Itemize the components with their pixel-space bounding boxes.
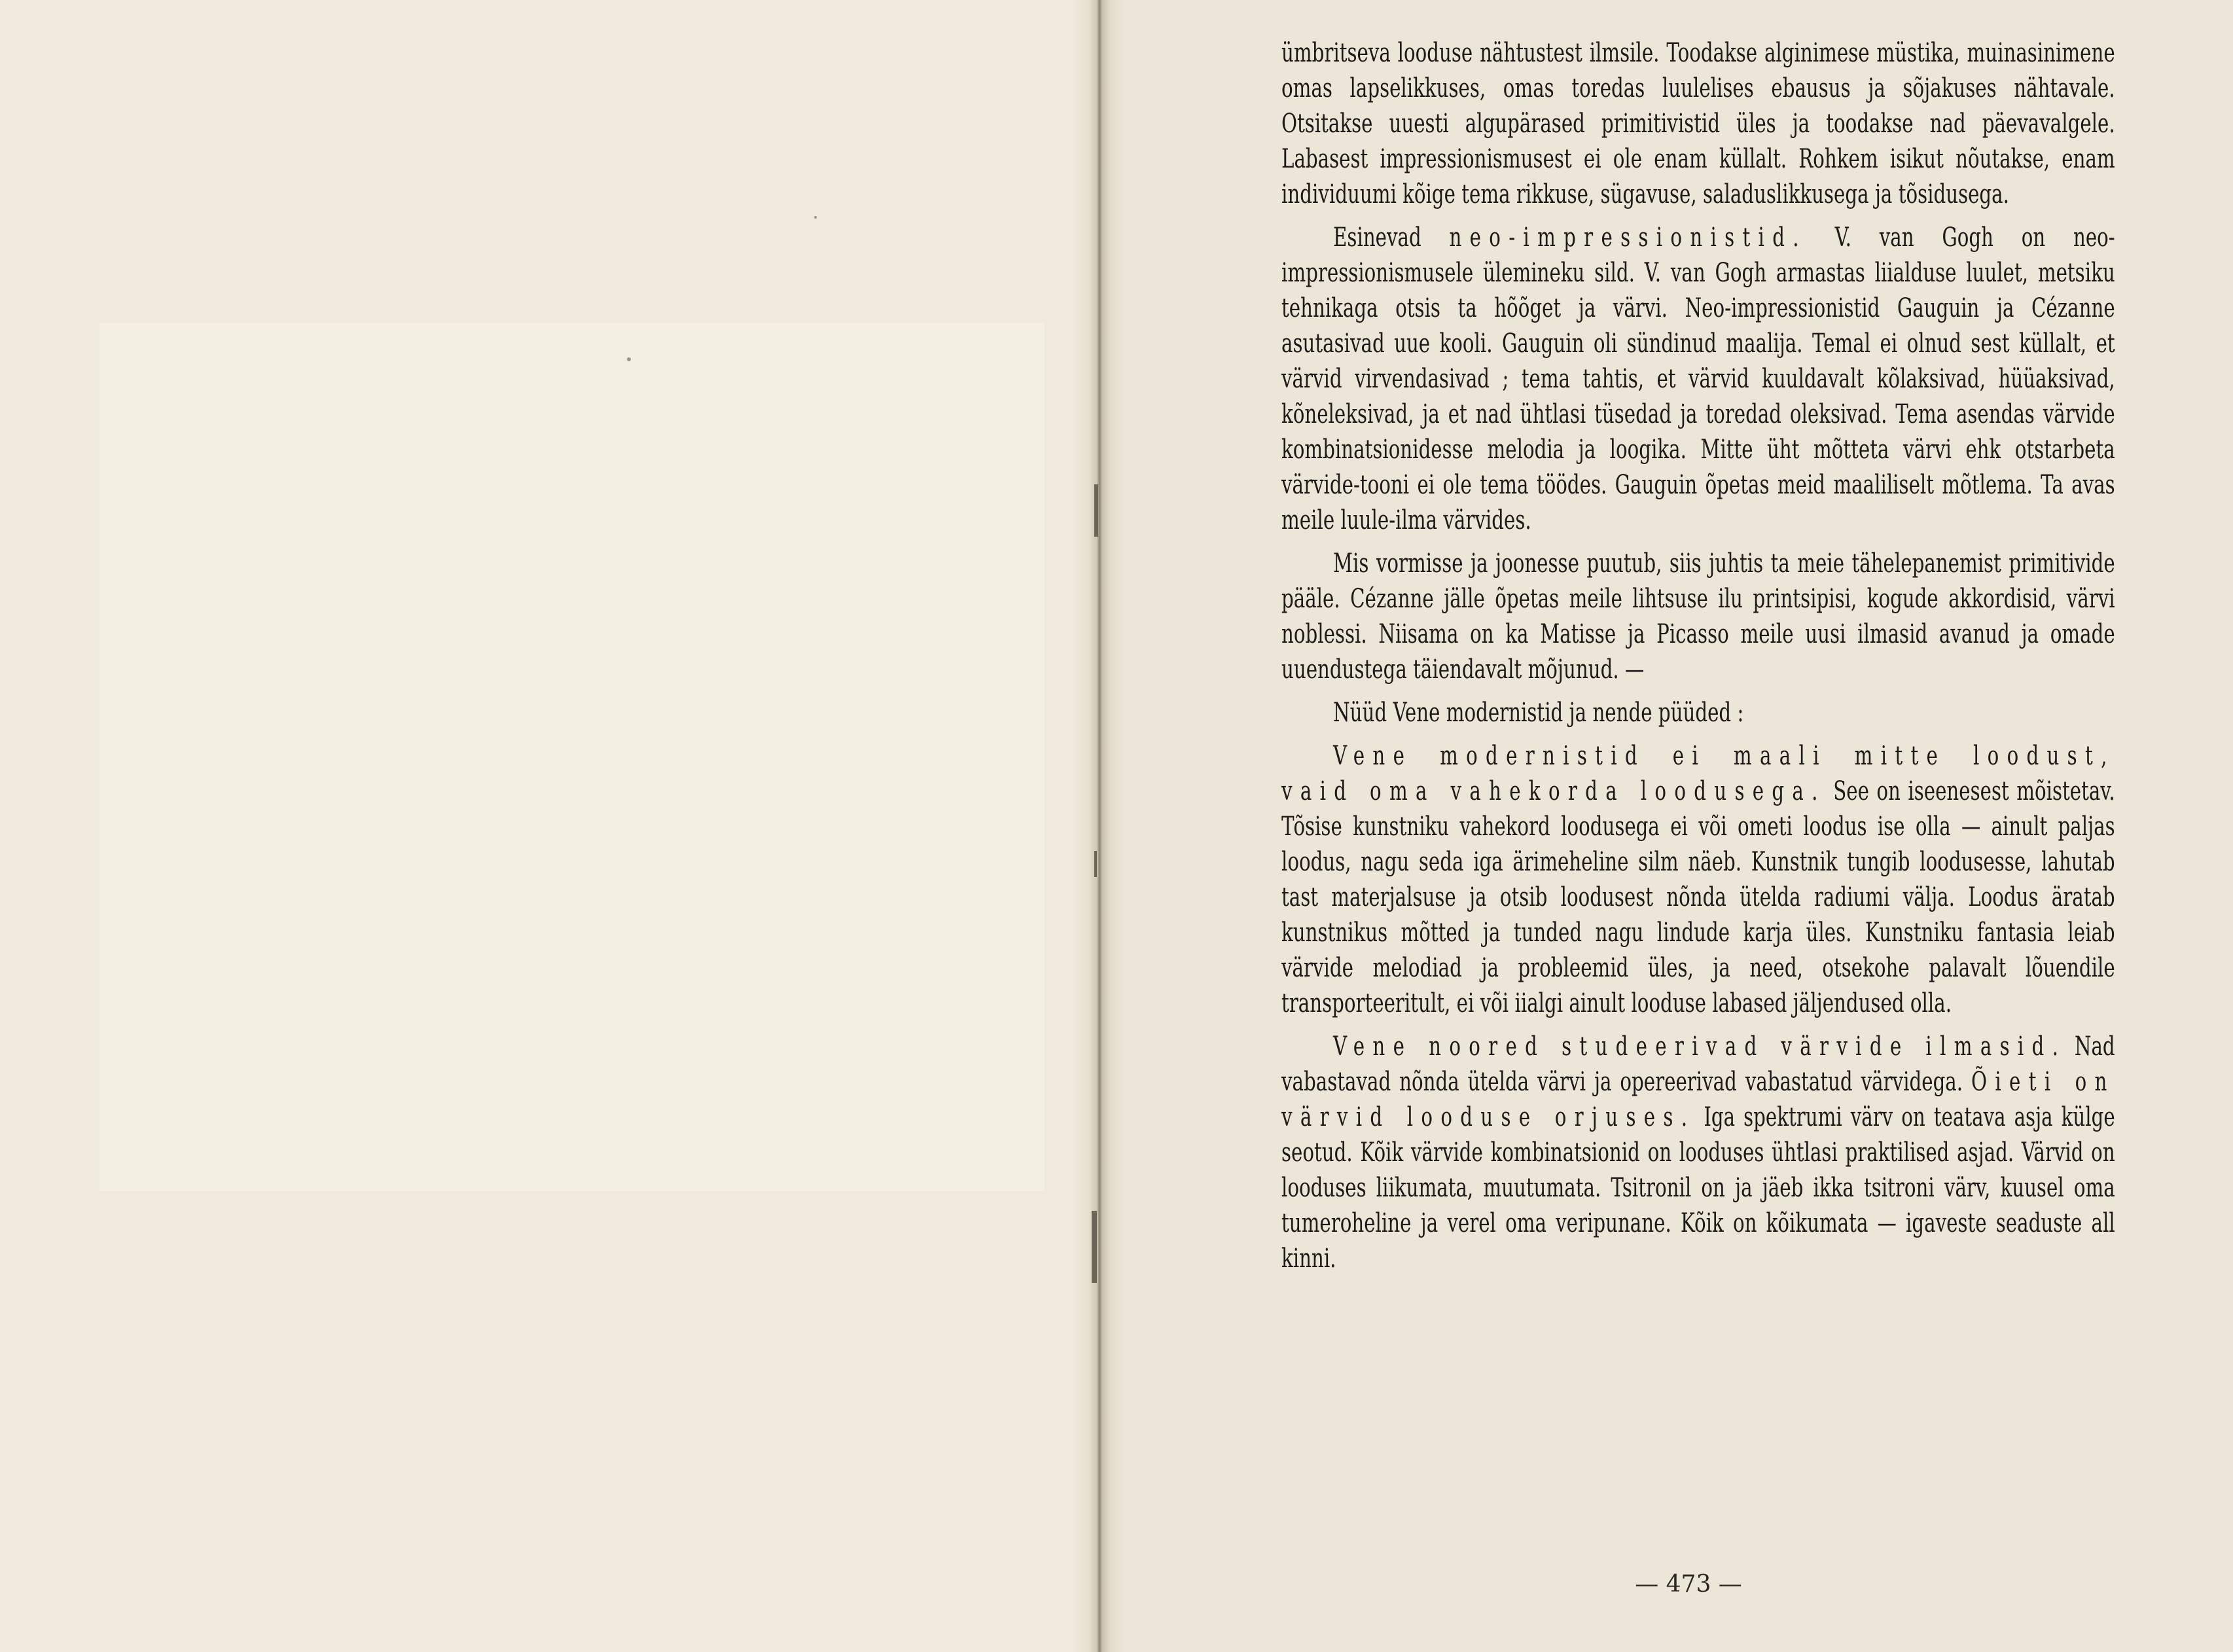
paragraph-5 bbox=[1281, 738, 2115, 1021]
book-gutter bbox=[1073, 0, 1126, 1652]
paper-speck bbox=[627, 357, 631, 361]
paragraph-1: ümbritseva looduse nähtustest ilmsile. Toodakse alginimese müstika, muinasinimene omas lapselikkuses, omas toredas luulelises ebausus ja sõjakuses nähtavale. Otsitakse uuesti algupärased primitivistid üles ja toodakse nad päevavalgele. Labasest impressionismusest ei ole enam küllalt. Rohkem isikut nõutakse, enam individuumi kõige tema rikkuse, sügavuse, saladuslikkusega ja tõsidusega. bbox=[1281, 38, 2115, 209]
page-number: — 473 — bbox=[1635, 1571, 1742, 1598]
paragraph-2 bbox=[1281, 220, 2115, 538]
paragraph-6 bbox=[1281, 1029, 2115, 1276]
paragraph-2-rest: V. van Gogh on neo-impressionismusele ülemineku sild. V. van Gogh armastas liialduse luulet, metsiku tehnikaga otsis ta hõõget ja värvi. Neo-impressionistid Gauguin ja Cézanne asutasivad uue kooli. Gauguin oli sündinud maalija. Temal ei olnud sest küllalt, et värvid virvendasivad ; tema tahtis, et värvid kuuldavalt kõlaksivad, hüüaksivad, kõneleksivad, ja et nad ühtlasi tüsedad ja toredad oleksivad. Tema asendas värvide kombinatsionidesse melodia ja loogika. Mitte üht mõtteta värvi ehk otstarbeta värvide-tooni ei ole tema töödes. Gauguin õpetas meid maaliliselt mõtlema. Ta avas meile luule-ilma värvides. bbox=[1281, 223, 2115, 535]
spaced-thesis-vene-noored: Vene noored studeerivad värvide ilmasid. bbox=[1333, 1032, 2067, 1062]
body-text bbox=[1281, 35, 2115, 1276]
binding-thread bbox=[1092, 1211, 1097, 1283]
paragraph-5-rest: See on iseenesest mõistetav. Tõsise kunstniku vahekord loodusega ei või ometi loodus ise olla — ainult paljas loodus, nagu seda iga ärimeheline silm näeb. Kunstnik tungib loodusesse, lahutab tast materjalsuse ja otsib loodusest nõnda ütelda radiumi välja. Loodus äratab kunstnikus mõtted ja tunded nagu lindude karja üles. Kunstniku fantasia leiab värvide melodiad ja probleemid üles, ja need, otsekohe palavalt lõuendile transporteeritult, ei või iialgi ainult looduse labased jäljendused olla. bbox=[1281, 776, 2115, 1018]
spaced-thesis-vene-modernistid: Vene modernistid ei maali mitte loodust, vaid oma vahekorda loodusega. bbox=[1281, 741, 2115, 806]
binding-thread bbox=[1094, 484, 1098, 537]
left-page-plate-area bbox=[99, 323, 1045, 1191]
paper-speck bbox=[814, 216, 817, 219]
spaced-thesis-varvid-orjuses: Õieti on värvid looduse orjuses. bbox=[1281, 1067, 2115, 1132]
paragraph-4: Nüüd Vene modernistid ja nende püüded : bbox=[1333, 698, 1744, 728]
paragraph-6-rest: Iga spektrumi värv on teatava asja külge seotud. Kõik värvide kombinatsionid on looduses ühtlasi praktilised asjad. Värvid on looduses liikumata, muutumata. Tsitronil on ja jäeb ikka tsitroni värv, kuusel oma tumeroheline ja verel oma veripunane. Kõik on kõikumata — igaveste seaduste all kinni. bbox=[1281, 1102, 2115, 1274]
binding-thread bbox=[1094, 851, 1097, 877]
paragraph-6-mid: Nad vabastavad nõnda ütelda värvi ja opereerivad vabastatud värvidega. bbox=[1281, 1032, 2115, 1097]
paragraph-2-start: Esinevad bbox=[1333, 223, 1450, 253]
left-page-blank bbox=[0, 0, 1097, 1652]
paragraph-3: Mis vormisse ja joonesse puutub, siis juhtis ta meie tähelepanemist primitivide pääle. Cézanne jälle õpetas meile lihtsuse ilu printsipisi, kogude akkordisid, värvi noblessi. Niisama on ka Matisse ja Picasso meile uusi ilmasid avanud ja omade uuendustega täiendavalt mõjunud. — bbox=[1281, 548, 2115, 685]
spaced-term-neo-impressionistid: neo-impressionistid. bbox=[1449, 223, 1807, 253]
